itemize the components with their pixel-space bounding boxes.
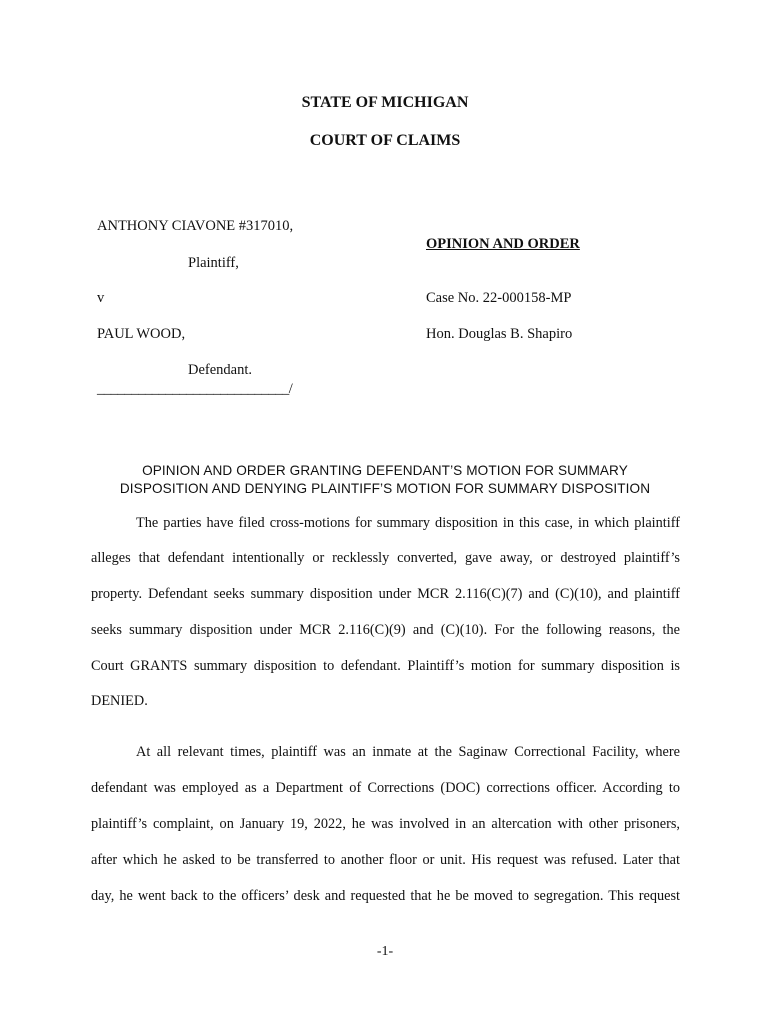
plaintiff-name: ANTHONY CIAVONE #317010, — [97, 218, 294, 234]
opinion-title-line-2: DISPOSITION AND DENYING PLAINTIFF’S MOTION FOR SUMMARY DISPOSITION — [119, 481, 651, 496]
case-number: Case No. 22-000158-MP — [426, 290, 572, 306]
paragraph-1-line-2: alleges that defendant intentionally or recklessly converted, gave away, or destroyed plaintiff’s — [91, 550, 680, 566]
court-heading: COURT OF CLAIMS — [309, 132, 461, 149]
versus-label: v — [97, 290, 105, 306]
judge-name: Hon. Douglas B. Shapiro — [426, 326, 573, 342]
caption-signature-line: ____________________________/ — [97, 381, 293, 397]
paragraph-1-line-5: Court GRANTS summary disposition to defendant. Plaintiff’s motion for summary disposition is — [91, 658, 680, 674]
defendant-role: Defendant. — [188, 362, 253, 378]
plaintiff-role: Plaintiff, — [188, 255, 239, 271]
paragraph-2-line-2: defendant was employed as a Department of Corrections (DOC) corrections officer. According to — [91, 780, 680, 796]
state-heading: STATE OF MICHIGAN — [301, 94, 469, 111]
paragraph-1-line-3: property. Defendant seeks summary disposition under MCR 2.116(C)(7) and (C)(10), and plaintiff — [91, 586, 680, 602]
paragraph-1-line-1: The parties have filed cross-motions for summary disposition in this case, in which plaintiff — [136, 515, 680, 531]
opinion-title-line-1: OPINION AND ORDER GRANTING DEFENDANT’S MOTION FOR SUMMARY — [142, 463, 628, 478]
paragraph-1-line-6: DENIED. — [91, 693, 148, 709]
paragraph-2-line-3: plaintiff’s complaint, on January 19, 2022, he was involved in an altercation with other prisoners, — [91, 816, 680, 832]
paragraph-2-line-5: day, he went back to the officers’ desk and requested that he be moved to segregation. This request — [91, 888, 680, 904]
paragraph-2-line-4: after which he asked to be transferred to another floor or unit. His request was refused. Later that — [91, 852, 680, 868]
document-type: OPINION AND ORDER — [426, 236, 580, 252]
paragraph-2-line-1: At all relevant times, plaintiff was an inmate at the Saginaw Correctional Facility, where — [136, 744, 680, 760]
paragraph-1-line-4: seeks summary disposition under MCR 2.116(C)(9) and (C)(10). For the following reasons, the — [91, 622, 680, 638]
page-number: -1- — [376, 944, 394, 959]
defendant-name: PAUL WOOD, — [97, 326, 186, 342]
